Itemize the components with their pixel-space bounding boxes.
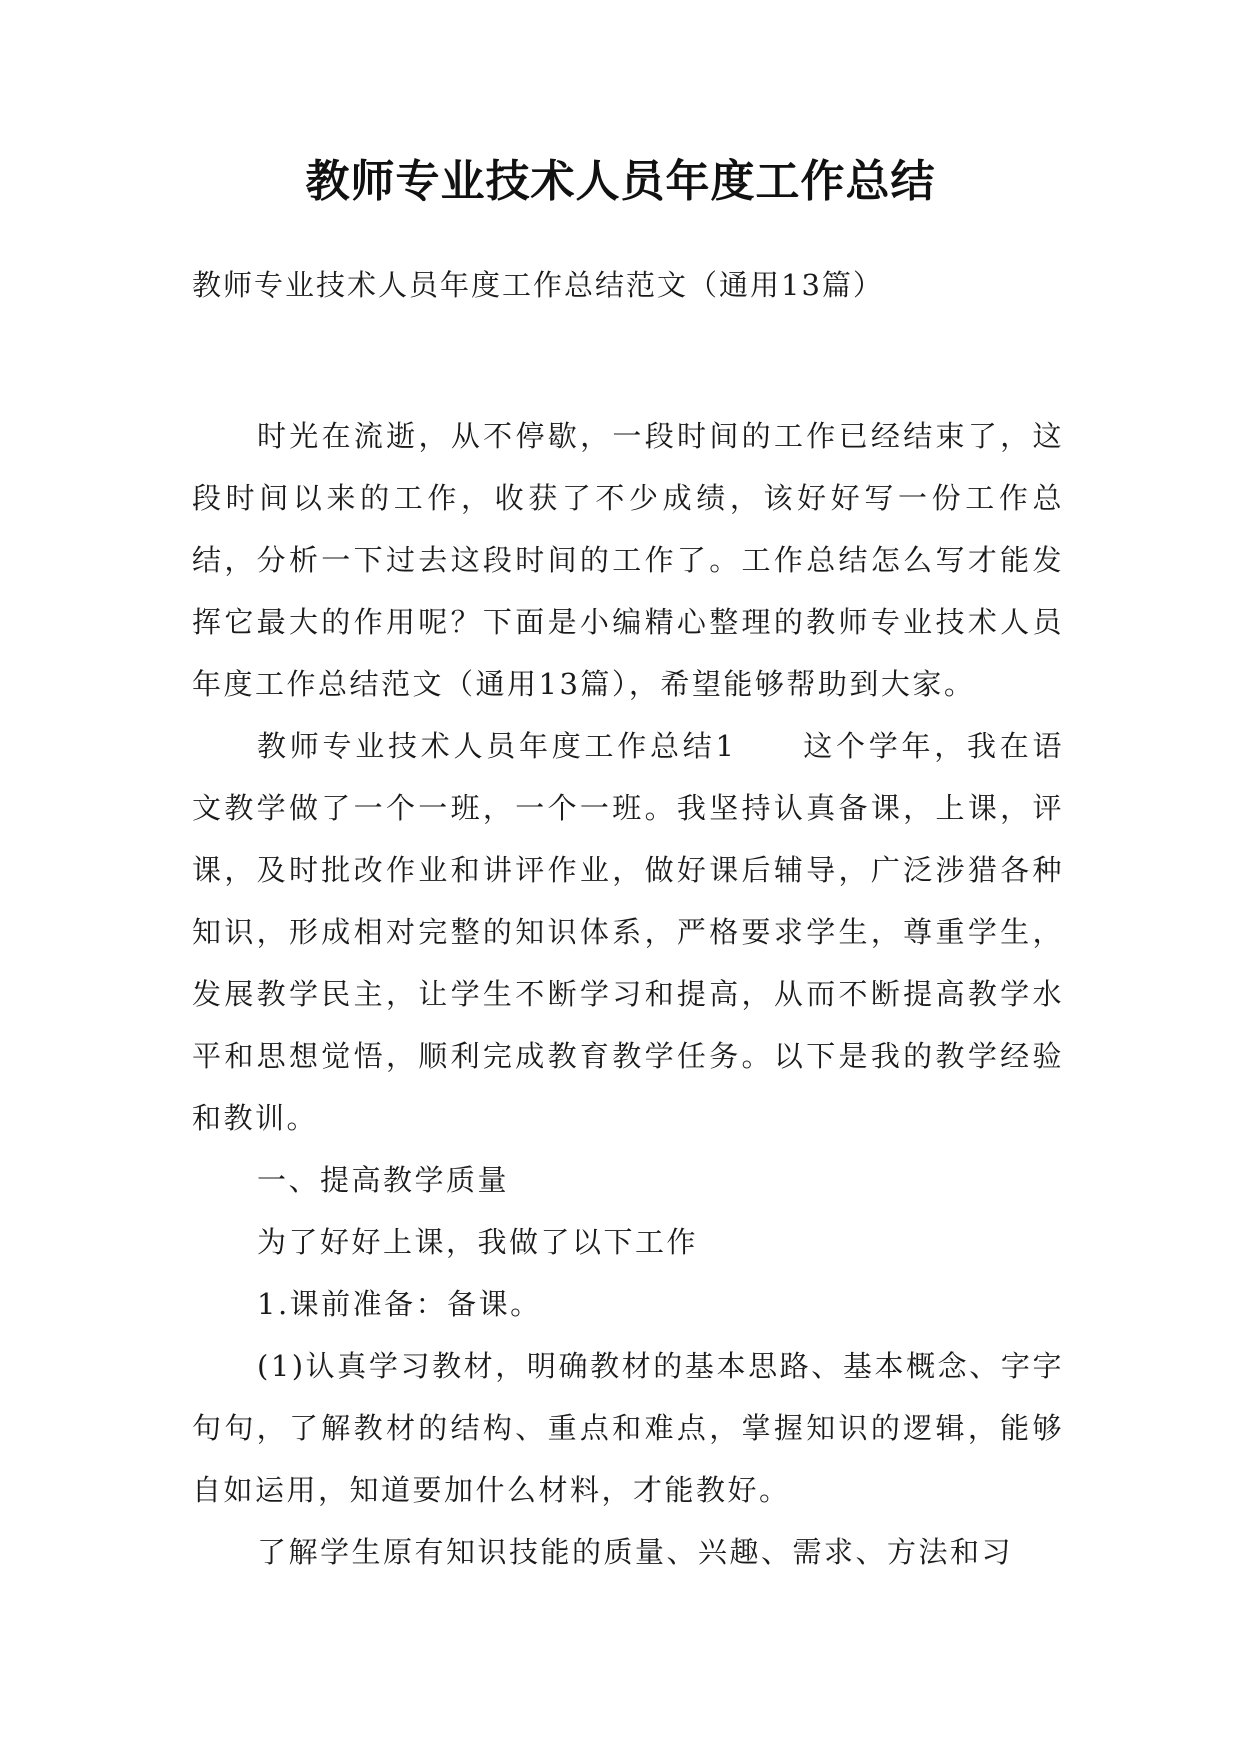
document-subtitle: 教师专业技术人员年度工作总结范文（通用13篇） [192, 268, 884, 302]
paragraph-summary-1: 教师专业技术人员年度工作总结1 这个学年，我在语文教学做了一个一班，一个一班。我坚持认真备课，上课，评课，及时批改作业和讲评作业，做好课后辅导，广泛涉猎各种知识，形成相对完整的知识体系，严格要求学生，尊重学生，发展教学民主，让学生不断学习和提高，从而不断提高教学水平和思想觉悟，顺利完成教育教学任务。以下是我的教学经验和教训。 [192, 729, 1064, 1135]
section-heading-1: 一、提高教学质量 [257, 1163, 510, 1197]
document-title: 教师专业技术人员年度工作总结 [305, 156, 936, 207]
paragraph-lesson-prep: 1.课前准备：备课。 [257, 1287, 542, 1321]
paragraph-study-materials: (1)认真学习教材，明确教材的基本思路、基本概念、字字句句，了解教材的结构、重点和难点，掌握知识的逻辑，能够自如运用，知道要加什么材料，才能教好。 [192, 1349, 1064, 1507]
paragraph-work-done: 为了好好上课，我做了以下工作 [257, 1225, 699, 1259]
paragraph-understand-students: 了解学生原有知识技能的质量、兴趣、需求、方法和习 [257, 1535, 1014, 1569]
paragraph-intro: 时光在流逝，从不停歇，一段时间的工作已经结束了，这段时间以来的工作，收获了不少成绩，该好好写一份工作总结，分析一下过去这段时间的工作了。工作总结怎么写才能发挥它最大的作用呢？下面是小编精心整理的教师专业技术人员年度工作总结范文（通用13篇），希望能够帮助到大家。 [192, 419, 1064, 701]
document-body [192, 405, 1064, 1583]
